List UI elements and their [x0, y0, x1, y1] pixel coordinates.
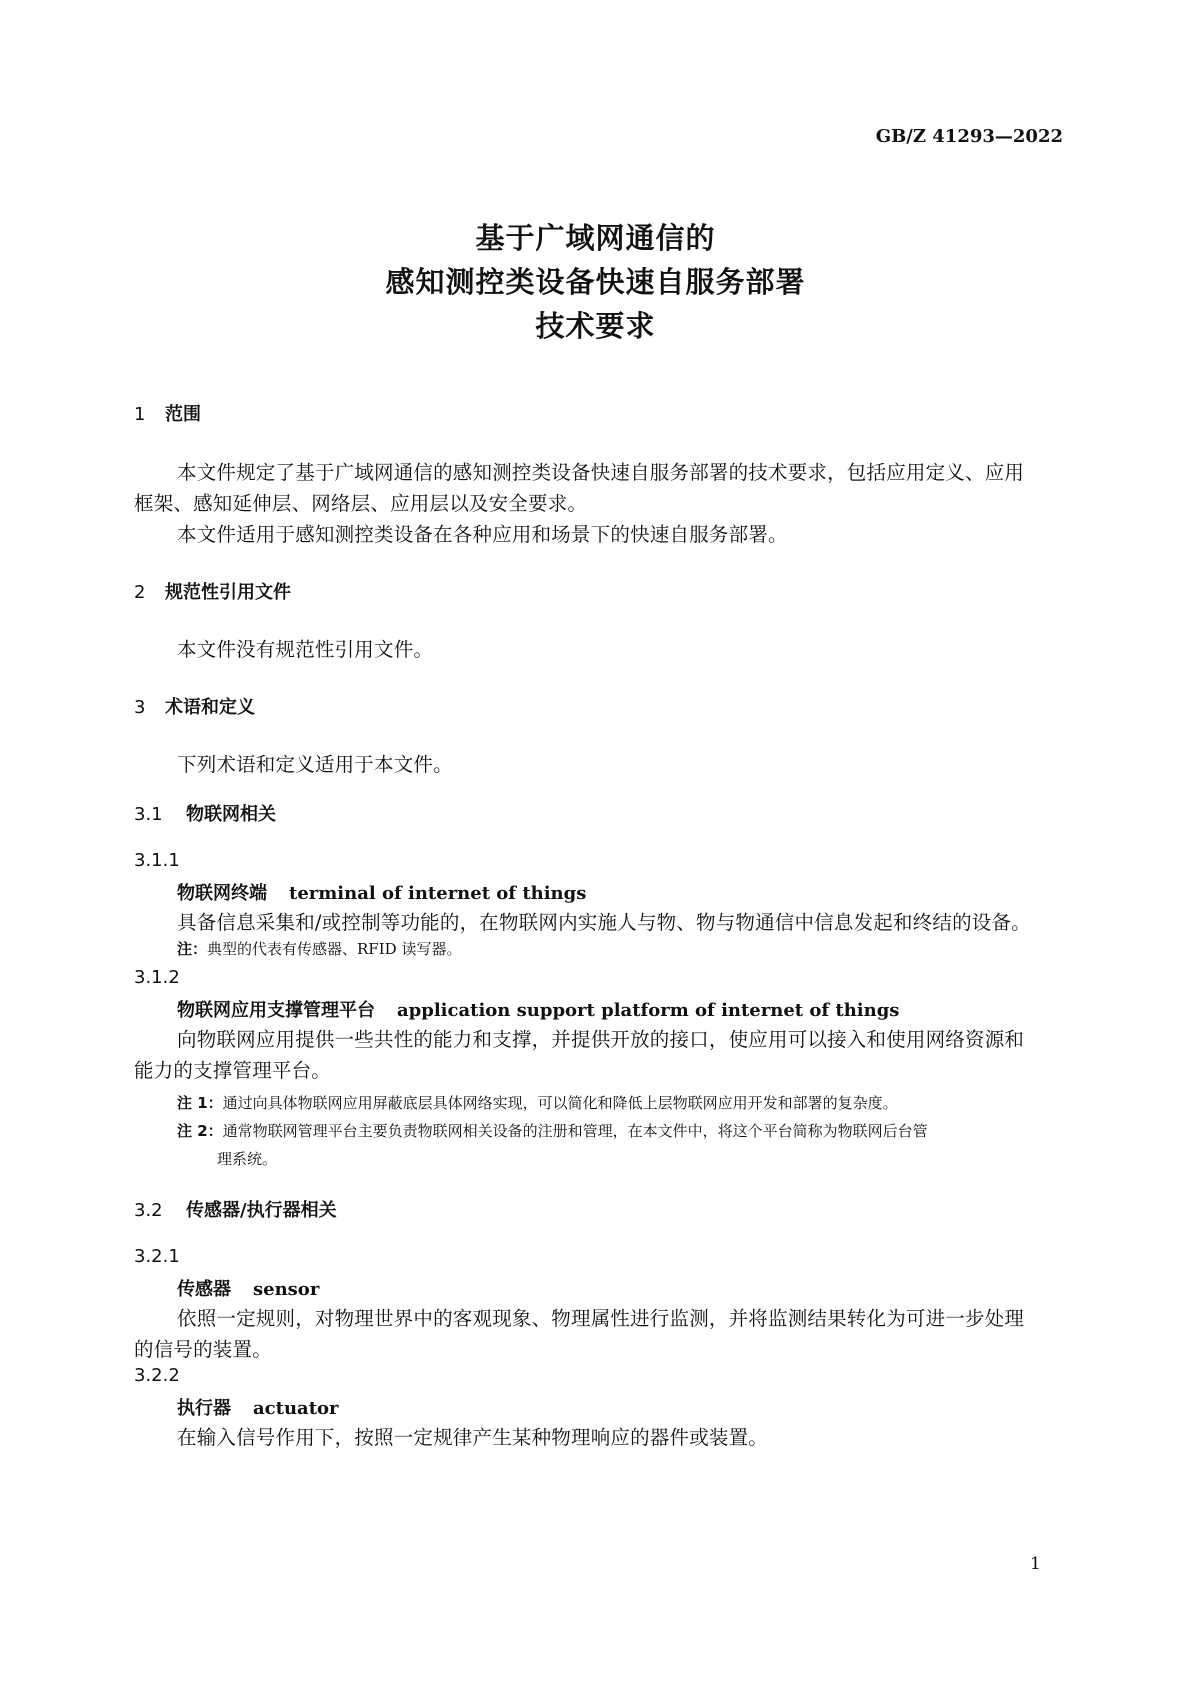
note-text: 通过向具体物联网应用屏蔽底层具体网络实现，可以简化和降低上层物联网应用开发和部署的复杂度。 [222, 1094, 898, 1112]
paragraph: 下列术语和定义适用于本文件。 [177, 753, 453, 776]
term-chinese: 执行器 [177, 1398, 231, 1419]
section-number: 3 [134, 697, 146, 718]
title-line-3: 技术要求 [535, 309, 656, 343]
term-entry [177, 996, 899, 1022]
section-1-heading [134, 400, 201, 426]
term-entry [177, 879, 586, 905]
term-english: sensor [253, 1279, 320, 1300]
term-entry [177, 1394, 339, 1420]
section-number: 3.2 [134, 1200, 163, 1221]
section-3-heading [134, 693, 255, 719]
section-title: 范围 [165, 404, 201, 425]
section-title: 传感器/执行器相关 [186, 1200, 337, 1221]
note-label: 注 1： [177, 1094, 223, 1112]
note-1 [177, 1092, 898, 1113]
subsection-3-2-heading [134, 1196, 337, 1222]
term-chinese: 传感器 [177, 1279, 231, 1300]
note-2 [177, 1120, 928, 1141]
note-label: 注： [177, 940, 208, 958]
title-line-1: 基于广域网通信的 [475, 221, 716, 255]
term-english: actuator [253, 1398, 339, 1419]
term-english: application support platform of internet of things [397, 1000, 900, 1021]
paragraph-line: 本文件规定了基于广域网通信的感知测控类设备快速自服务部署的技术要求，包括应用定义、应用 [177, 461, 1025, 484]
term-number: 3.2.1 [134, 1246, 180, 1267]
note-label: 注 2： [177, 1122, 223, 1140]
term-entry [177, 1275, 319, 1301]
title-line-2: 感知测控类设备快速自服务部署 [385, 265, 806, 299]
note-text: 典型的代表有传感器、RFID 读写器。 [207, 940, 462, 958]
subsection-3-1-heading [134, 800, 276, 826]
section-title: 规范性引用文件 [165, 582, 291, 603]
section-title: 物联网相关 [186, 804, 276, 825]
term-definition-line: 能力的支撑管理平台。 [134, 1059, 332, 1082]
paragraph: 本文件适用于感知测控类设备在各种应用和场景下的快速自服务部署。 [177, 523, 788, 546]
term-definition-line: 的信号的装置。 [134, 1338, 272, 1361]
paragraph-line: 框架、感知延伸层、网络层、应用层以及安全要求。 [134, 492, 588, 515]
term-definition-line: 依照一定规则，对物理世界中的客观现象、物理属性进行监测，并将监测结果转化为可进一步处理 [177, 1307, 1025, 1330]
term-definition: 具备信息采集和/或控制等功能的，在物联网内实施人与物、物与物通信中信息发起和终结的设备。 [177, 911, 1031, 934]
term-chinese: 物联网终端 [177, 883, 267, 904]
term-definition: 在输入信号作用下，按照一定规律产生某种物理响应的器件或装置。 [177, 1426, 769, 1449]
term-number: 3.2.2 [134, 1365, 180, 1386]
term-number: 3.1.2 [134, 967, 180, 988]
note-text-continued: 理系统。 [217, 1150, 278, 1168]
section-number: 3.1 [134, 804, 163, 825]
standard-number: GB/Z 41293—2022 [875, 126, 1063, 147]
note-text: 通常物联网管理平台主要负责物联网相关设备的注册和管理，在本文件中，将这个平台简称为物联网后台管 [222, 1122, 928, 1140]
term-number: 3.1.1 [134, 850, 180, 871]
page-number: 1 [1030, 1554, 1041, 1574]
term-chinese: 物联网应用支撑管理平台 [177, 1000, 375, 1021]
section-title: 术语和定义 [165, 697, 255, 718]
term-definition-line: 向物联网应用提供一些共性的能力和支撑，并提供开放的接口，使应用可以接入和使用网络资源和 [177, 1028, 1025, 1051]
paragraph: 本文件没有规范性引用文件。 [177, 638, 434, 661]
section-number: 2 [134, 582, 146, 603]
section-number: 1 [134, 404, 146, 425]
term-english: terminal of internet of things [289, 883, 587, 904]
section-2-heading [134, 578, 291, 604]
note [177, 938, 461, 959]
